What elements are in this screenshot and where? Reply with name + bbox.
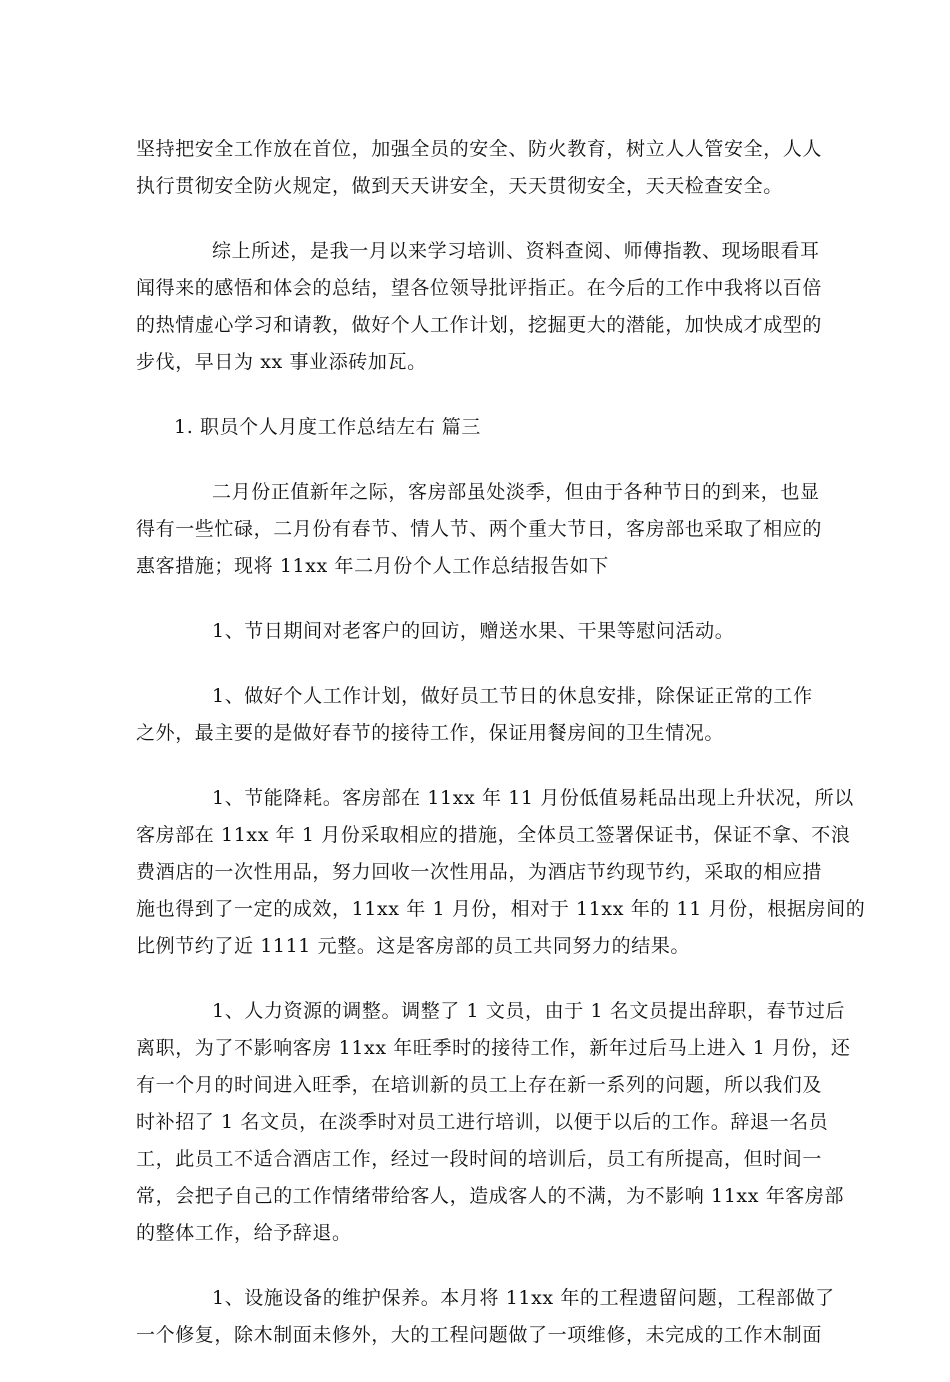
paragraph-line: 费酒店的一次性用品，努力回收一次性用品，为酒店节约现节约，采取的相应措 xyxy=(136,861,823,883)
paragraph-line: 的整体工作，给予辞退。 xyxy=(136,1222,352,1244)
paragraph-line: 1、人力资源的调整。调整了 1 文员，由于 1 名文员提出辞职，春节过后 xyxy=(212,1000,846,1022)
paragraph-line: 二月份正值新年之际，客房部虽处淡季，但由于各种节日的到来，也显 xyxy=(212,481,820,503)
paragraph-line: 时补招了 1 名文员，在淡季时对员工进行培训，以便于以后的工作。辞退一名员 xyxy=(136,1111,829,1133)
paragraph-item-energy xyxy=(136,780,866,965)
paragraph-safety xyxy=(136,131,823,205)
paragraph-line: 得有一些忙碌，二月份有春节、情人节、两个重大节日，客房部也采取了相应的 xyxy=(136,518,823,540)
paragraph-line: 执行贯彻安全防火规定，做到天天讲安全，天天贯彻安全，天天检查安全。 xyxy=(136,175,783,197)
paragraph-line: 比例节约了近 1111 元整。这是客房部的员工共同努力的结果。 xyxy=(136,935,691,957)
paragraph-line: 常，会把子自己的工作情绪带给客人，造成客人的不满，为不影响 11xx 年客房部 xyxy=(136,1185,845,1207)
paragraph-line: 步伐，早日为 xx 事业添砖加瓦。 xyxy=(136,351,427,373)
paragraph-item-planning xyxy=(136,678,814,752)
section-heading-text: 1. 职员个人月度工作总结左右 篇三 xyxy=(174,416,482,438)
paragraph-line: 之外，最主要的是做好春节的接待工作，保证用餐房间的卫生情况。 xyxy=(136,722,725,744)
paragraph-item-staffing xyxy=(136,993,851,1252)
paragraph-line: 1、节能降耗。客房部在 11xx 年 11 月份低值易耗品出现上升状况，所以 xyxy=(212,787,854,809)
paragraph-item-visits xyxy=(136,613,814,650)
paragraph-line: 闻得来的感悟和体会的总结，望各位领导批评指正。在今后的工作中我将以百倍 xyxy=(136,277,823,299)
paragraph-line: 一个修复，除木制面未修外，大的工程问题做了一项维修，未完成的工作木制面 xyxy=(136,1324,823,1346)
paragraph-line: 客房部在 11xx 年 1 月份采取相应的措施，全体员工签署保证书，保证不拿、不浪 xyxy=(136,824,851,846)
paragraph-line: 工，此员工不适合酒店工作，经过一段时间的培训后，员工有所提高，但时间一 xyxy=(136,1148,823,1170)
paragraph-line: 有一个月的时间进入旺季，在培训新的员工上存在新一系列的问题，所以我们及 xyxy=(136,1074,823,1096)
paragraph-line: 1、做好个人工作计划，做好员工节日的休息安排，除保证正常的工作 xyxy=(212,685,813,707)
paragraph-line: 1、节日期间对老客户的回访，赠送水果、干果等慰问活动。 xyxy=(212,620,735,642)
paragraph-line: 惠客措施；现将 11xx 年二月份个人工作总结报告如下 xyxy=(136,555,609,577)
paragraph-summary xyxy=(136,233,823,381)
section-heading xyxy=(136,409,814,446)
paragraph-line: 综上所述，是我一月以来学习培训、资料查阅、师傅指教、现场眼看耳 xyxy=(212,240,820,262)
paragraph-line: 施也得到了一定的成效，11xx 年 1 月份，相对于 11xx 年的 11 月份，根据房间的 xyxy=(136,898,866,920)
paragraph-line: 的热情虚心学习和请教，做好个人工作计划，挖掘更大的潜能，加快成才成型的 xyxy=(136,314,823,336)
paragraph-line: 坚持把安全工作放在首位，加强全员的安全、防火教育，树立人人管安全，人人 xyxy=(136,138,823,160)
document-body xyxy=(136,131,866,1382)
paragraph-intro xyxy=(136,474,823,585)
paragraph-line: 离职，为了不影响客房 11xx 年旺季时的接待工作，新年过后马上进入 1 月份，还 xyxy=(136,1037,851,1059)
paragraph-line: 1、设施设备的维护保养。本月将 11xx 年的工程遗留问题，工程部做了 xyxy=(212,1287,835,1309)
paragraph-item-maintenance xyxy=(136,1280,835,1354)
